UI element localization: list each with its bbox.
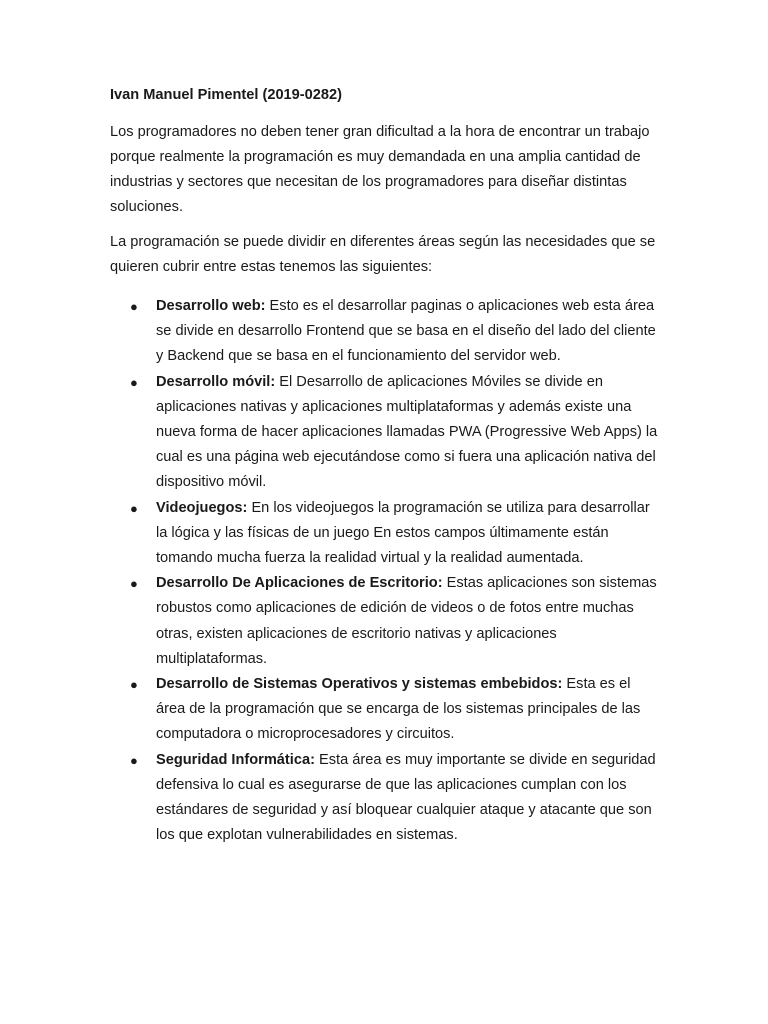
- programming-areas-list: [110, 294, 660, 848]
- bullet-icon: ●: [130, 374, 138, 390]
- topic-text: Esta área es muy importante se divide en seguridad defensiva lo cual es asegurarse de que las aplicaciones cumplan con los estándares de seguridad y así bloquear cualquier ataque y atacante que son los que explotan vulnerabilidades en sistemas.: [156, 751, 656, 844]
- topic-title: Desarrollo móvil:: [156, 373, 276, 390]
- intro-paragraph: Los programadores no deben tener gran dificultad a la hora de encontrar un trabajo porque realmente la programación es muy demandada en una amplia cantidad de industrias y sectores que necesitan de los programadores para diseñar distintas soluciones.: [110, 124, 650, 215]
- topic-text: Esta es el área de la programación que se encarga de los sistemas principales de las computadora o microprocesadores y circuitos.: [156, 676, 641, 743]
- topic-title: Desarrollo web:: [156, 298, 266, 314]
- topic-title: Desarrollo de Sistemas Operativos y sistemas embebidos:: [156, 676, 563, 693]
- topic-title: Seguridad Informática:: [156, 751, 315, 768]
- document-page: [110, 84, 660, 848]
- list-item-desktop-apps: [110, 571, 660, 672]
- list-item-operating-systems: [110, 672, 660, 748]
- topic-text: Estas aplicaciones son sistemas robustos como aplicaciones de edición de videos o de fotos entre muchas otras, existen aplicaciones de escritorio nativas y aplicaciones multiplataformas.: [156, 575, 657, 667]
- list-item-mobile-development: [110, 370, 660, 496]
- author-line: Ivan Manuel Pimentel (2019-0282): [110, 87, 342, 103]
- bullet-icon: ●: [130, 500, 138, 516]
- bullet-icon: ●: [130, 677, 138, 693]
- topic-title: Desarrollo De Aplicaciones de Escritorio:: [156, 575, 443, 592]
- list-item-web-development: [110, 294, 660, 370]
- list-item-videogames: [110, 496, 660, 572]
- bullet-icon: ●: [130, 576, 138, 592]
- topic-title: Videojuegos:: [156, 499, 248, 516]
- bullet-icon: ●: [130, 299, 138, 314]
- list-item-security: [110, 748, 660, 849]
- topic-text: En los videojuegos la programación se utiliza para desarrollar la lógica y las físicas de un juego En estos campos últimamente están tomando mucha fuerza la realidad virtual y la realidad aumentada.: [156, 499, 650, 567]
- topic-text: El Desarrollo de aplicaciones Móviles se divide en aplicaciones nativas y aplicaciones multiplataformas y además existe una nueva forma de hacer aplicaciones llamadas PWA (Progressive Web Apps) la cual es una página web ejecutándose como si fuera una aplicación nativa del dispositivo móvil.: [156, 373, 658, 491]
- areas-intro-paragraph: La programación se puede dividir en diferentes áreas según las necesidades que se quieren cubrir entre estas tenemos las siguientes:: [110, 234, 656, 275]
- bullet-icon: ●: [130, 752, 138, 768]
- topic-text: Esto es el desarrollar paginas o aplicaciones web esta área se divide en desarrollo Frontend que se basa en el diseño del lado del cliente y Backend que se basa en el funcionamiento del servidor web.: [156, 298, 656, 365]
